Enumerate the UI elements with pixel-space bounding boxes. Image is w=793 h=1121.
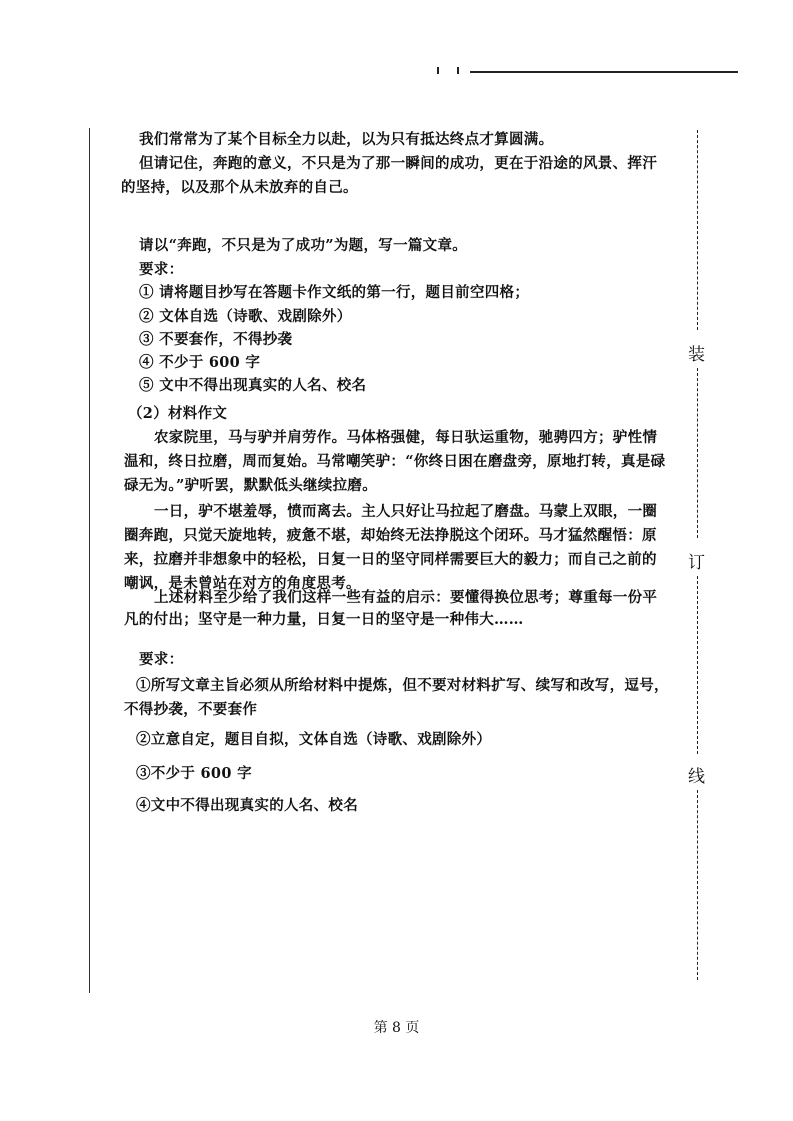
- task2-p2-line-1: 一日，驴不堪羞辱，愤而离去。主人只好让马拉起了磨盘。马蒙上双眼，一圈: [154, 503, 658, 520]
- intro-line-2: 但请记住，奔跑的意义，不只是为了那一瞬间的成功，更在于沿途的风景、挥汗: [139, 155, 657, 172]
- task2-heading: （2）材料作文: [128, 405, 228, 422]
- binding-char-ding: 订: [688, 553, 705, 573]
- task2-req-2: ②立意自定，题目自拟，文体自选（诗歌、戏剧除外）: [136, 731, 492, 748]
- task1-req-3: ③ 不要套作，不得抄袭: [139, 331, 293, 348]
- top-tick-1: [437, 67, 439, 74]
- binding-char-xian: 线: [688, 767, 705, 787]
- binding-char-zhuang: 装: [688, 345, 705, 365]
- task2-p3-line-1: 上述材料至少给了我们这样一些有益的启示：要懂得换位思考；尊重每一份平: [154, 589, 658, 606]
- left-margin-rule: [89, 128, 90, 993]
- task1-prompt: 请以“奔跑，不只是为了成功”为题，写一篇文章。: [139, 237, 468, 254]
- header-rule: [470, 71, 738, 73]
- binding-dash-4: [697, 790, 698, 980]
- binding-dash-3: [697, 576, 698, 754]
- task1-req-2: ② 文体自选（诗歌、戏剧除外）: [139, 308, 352, 325]
- task2-p2-line-4: 嘲讽，是未曾站在对方的角度思考。: [124, 575, 361, 592]
- task2-p2-line-3: 来，拉磨并非想象中的轻松，日复一日的坚守同样需要巨大的毅力；而自己之前的: [124, 551, 657, 568]
- task2-req-3: ③不少于 600 字: [136, 765, 252, 782]
- task1-req-label: 要求：: [139, 261, 184, 278]
- intro-line-1: 我们常常为了某个目标全力以赴，以为只有抵达终点才算圆满。: [139, 131, 554, 148]
- task1-req-1: ① 请将题目抄写在答题卡作文纸的第一行，题目前空四格；: [139, 284, 530, 301]
- binding-dash-2: [697, 368, 698, 538]
- task2-req-1-cont: 不得抄袭，不要套作: [124, 701, 258, 718]
- page-number: 第 8 页: [373, 1020, 420, 1036]
- task2-p2-line-2: 圈奔跑，只觉天旋地转，疲惫不堪，却始终无法挣脱这个闭环。马才猛然醒悟：原: [124, 527, 657, 544]
- task2-p3-line-2: 凡的付出；坚守是一种力量，日复一日的坚守是一种伟大……: [124, 611, 524, 628]
- task2-p1-line-1: 农家院里，马与驴并肩劳作。马体格强健，每日驮运重物，驰骋四方；驴性情: [154, 429, 658, 446]
- task2-p1-line-2: 温和，终日拉磨，周而复始。马常嘲笑驴：“你终日困在磨盘旁，原地打转，真是碌: [124, 453, 666, 470]
- top-tick-2: [457, 67, 459, 74]
- binding-dash-1: [697, 130, 698, 330]
- task2-p1-line-3: 碌无为。”驴听罢，默默低头继续拉磨。: [124, 477, 377, 494]
- task1-req-5: ⑤ 文中不得出现真实的人名、校名: [139, 377, 367, 394]
- task1-req-4: ④ 不少于 600 字: [139, 354, 261, 371]
- task2-req-4: ④文中不得出现真实的人名、校名: [136, 797, 358, 814]
- task2-req-label: 要求：: [139, 651, 184, 668]
- task2-req-1: ①所写文章主旨必须从所给材料中提炼，但不要对材料扩写、续写和改写，逗号，: [136, 677, 669, 694]
- intro-line-3: 的坚持，以及那个从未放弃的自己。: [121, 179, 358, 196]
